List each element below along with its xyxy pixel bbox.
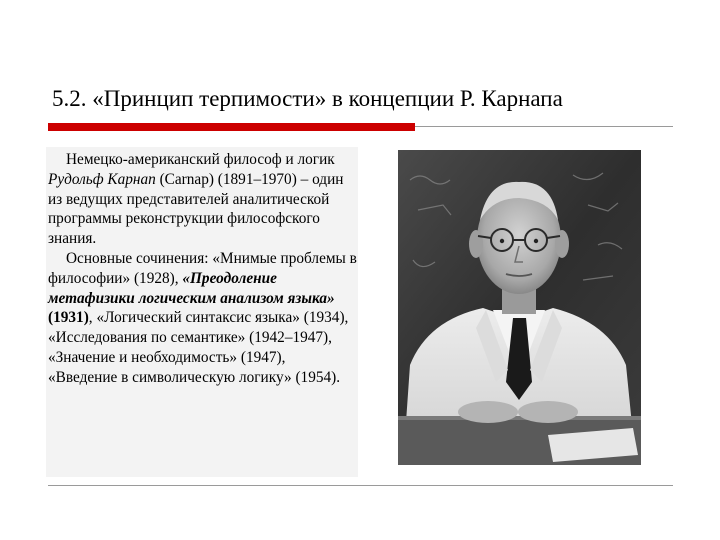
philosopher-name: Рудольф Карнап: [48, 170, 156, 188]
slide-title: 5.2. «Принцип терпимости» в концепции Р. Карнапа: [52, 86, 563, 111]
biography-paragraph: [48, 150, 358, 249]
emphasized-work: «Преодоление метафизики логическим анализом языка»: [48, 269, 335, 307]
title-underline-gray: [415, 126, 673, 127]
works-paragraph: [48, 249, 358, 388]
biography-lead: Немецко-американский философ и логик: [66, 151, 335, 168]
biography-rest: (Carnap) (1891–1970) – один из ведущих представителей аналитической программы реконструкции философского знания.: [48, 170, 344, 248]
works-lead: Основные сочинения: «Мнимые проблемы в философии» (1928),: [48, 249, 357, 287]
body-text: [48, 150, 358, 388]
emphasized-year: (1931): [48, 309, 89, 327]
works-rest: , «Логический синтаксис языка» (1934), «Исследования по семантике» (1942–1947), «Значение и необходимость» (1947), «Введение в символическую логику» (1954).: [48, 309, 349, 386]
portrait-photo: [398, 150, 641, 465]
title-underline-red: [48, 123, 415, 131]
bottom-rule: [48, 485, 673, 486]
